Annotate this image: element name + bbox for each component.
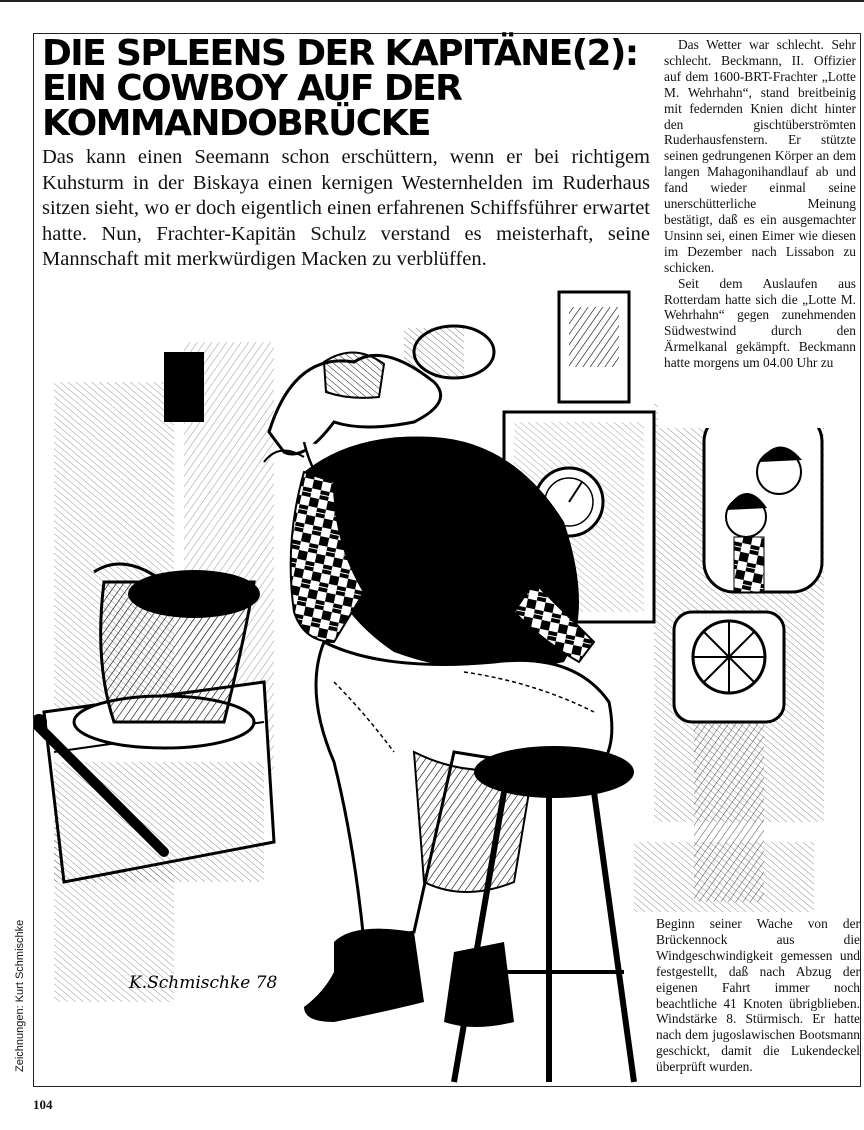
- article-lead: Das kann einen Seemann schon erschüttern, wenn er bei richtigem Kuhsturm in der Biskaya einen kernigen Westernhelden im Ruderhaus sitzen sieht, wo er doch eigentlich einen erfahrenen Schiffsführer erwartet hatte. Nun, Frachter-Kapitän Schulz verstand es meisterhaft, seine Mannschaft mit merkwürdigen Macken zu verblüffen.: [42, 146, 650, 270]
- artist-signature: K.Schmischke 78: [129, 973, 278, 993]
- title-line-1: DIE SPLEENS DER KAPITÄNE(2):: [42, 33, 638, 74]
- article-column-bottom: [650, 916, 860, 1082]
- column-paragraph-2: Seit dem Auslaufen aus Rotterdam hatte sich die „Lotte M. Wehrhahn“ gegen zunehmenden Südwestwind durch den Ärmelkanal gekämpft. Beckmann hatte morgens um 04.00 Uhr zu: [664, 275, 856, 371]
- floor-shadow: [634, 842, 814, 912]
- top-rule: [0, 0, 864, 2]
- illustration-credit: Zeichnungen: Kurt Schmischke: [14, 919, 26, 1072]
- column-paragraph-1: Das Wetter war schlecht. Sehr schlecht. Beckmann, II. Offizier auf dem 1600-BRT-Frachter „Lotte M. Wehrhahn“, stand breitbeinig mit federnden Knien dicht hinter den gischtüberströmten Ruderhausfenstern. Er stützte seinen gedrungenen Körper an dem langen Mahagonihandlauf ab und fand wieder einmal seine unerschütterliche Meinung bestätigt, daß es ein ausgemachter Unsinn sei, einen Eimer wie diesen im Dezember nach Lissabon zu schicken.: [664, 37, 856, 275]
- article-title: [42, 33, 652, 144]
- top-hat: [74, 564, 260, 748]
- title-line-3: KOMMANDOBRÜCKE: [42, 103, 430, 144]
- article-column-top: [664, 37, 856, 427]
- column-paragraph-3: Beginn seiner Wache von der Brückennock aus die Windgeschwindigkeit gemessen und festgestellt, daß nach Abzug der eigenen Fahrt immer noch beachtliche 41 Knoten übrigblieben. Windstärke 8. Stürmisch. Er hatte nach dem jugoslawischen Bootsmann geschickt, damit die Lukendeckel überprüft wurden.: [656, 916, 860, 1075]
- title-line-2: EIN COWBOY AUF DER: [42, 68, 462, 109]
- page-number: 104: [33, 1097, 53, 1112]
